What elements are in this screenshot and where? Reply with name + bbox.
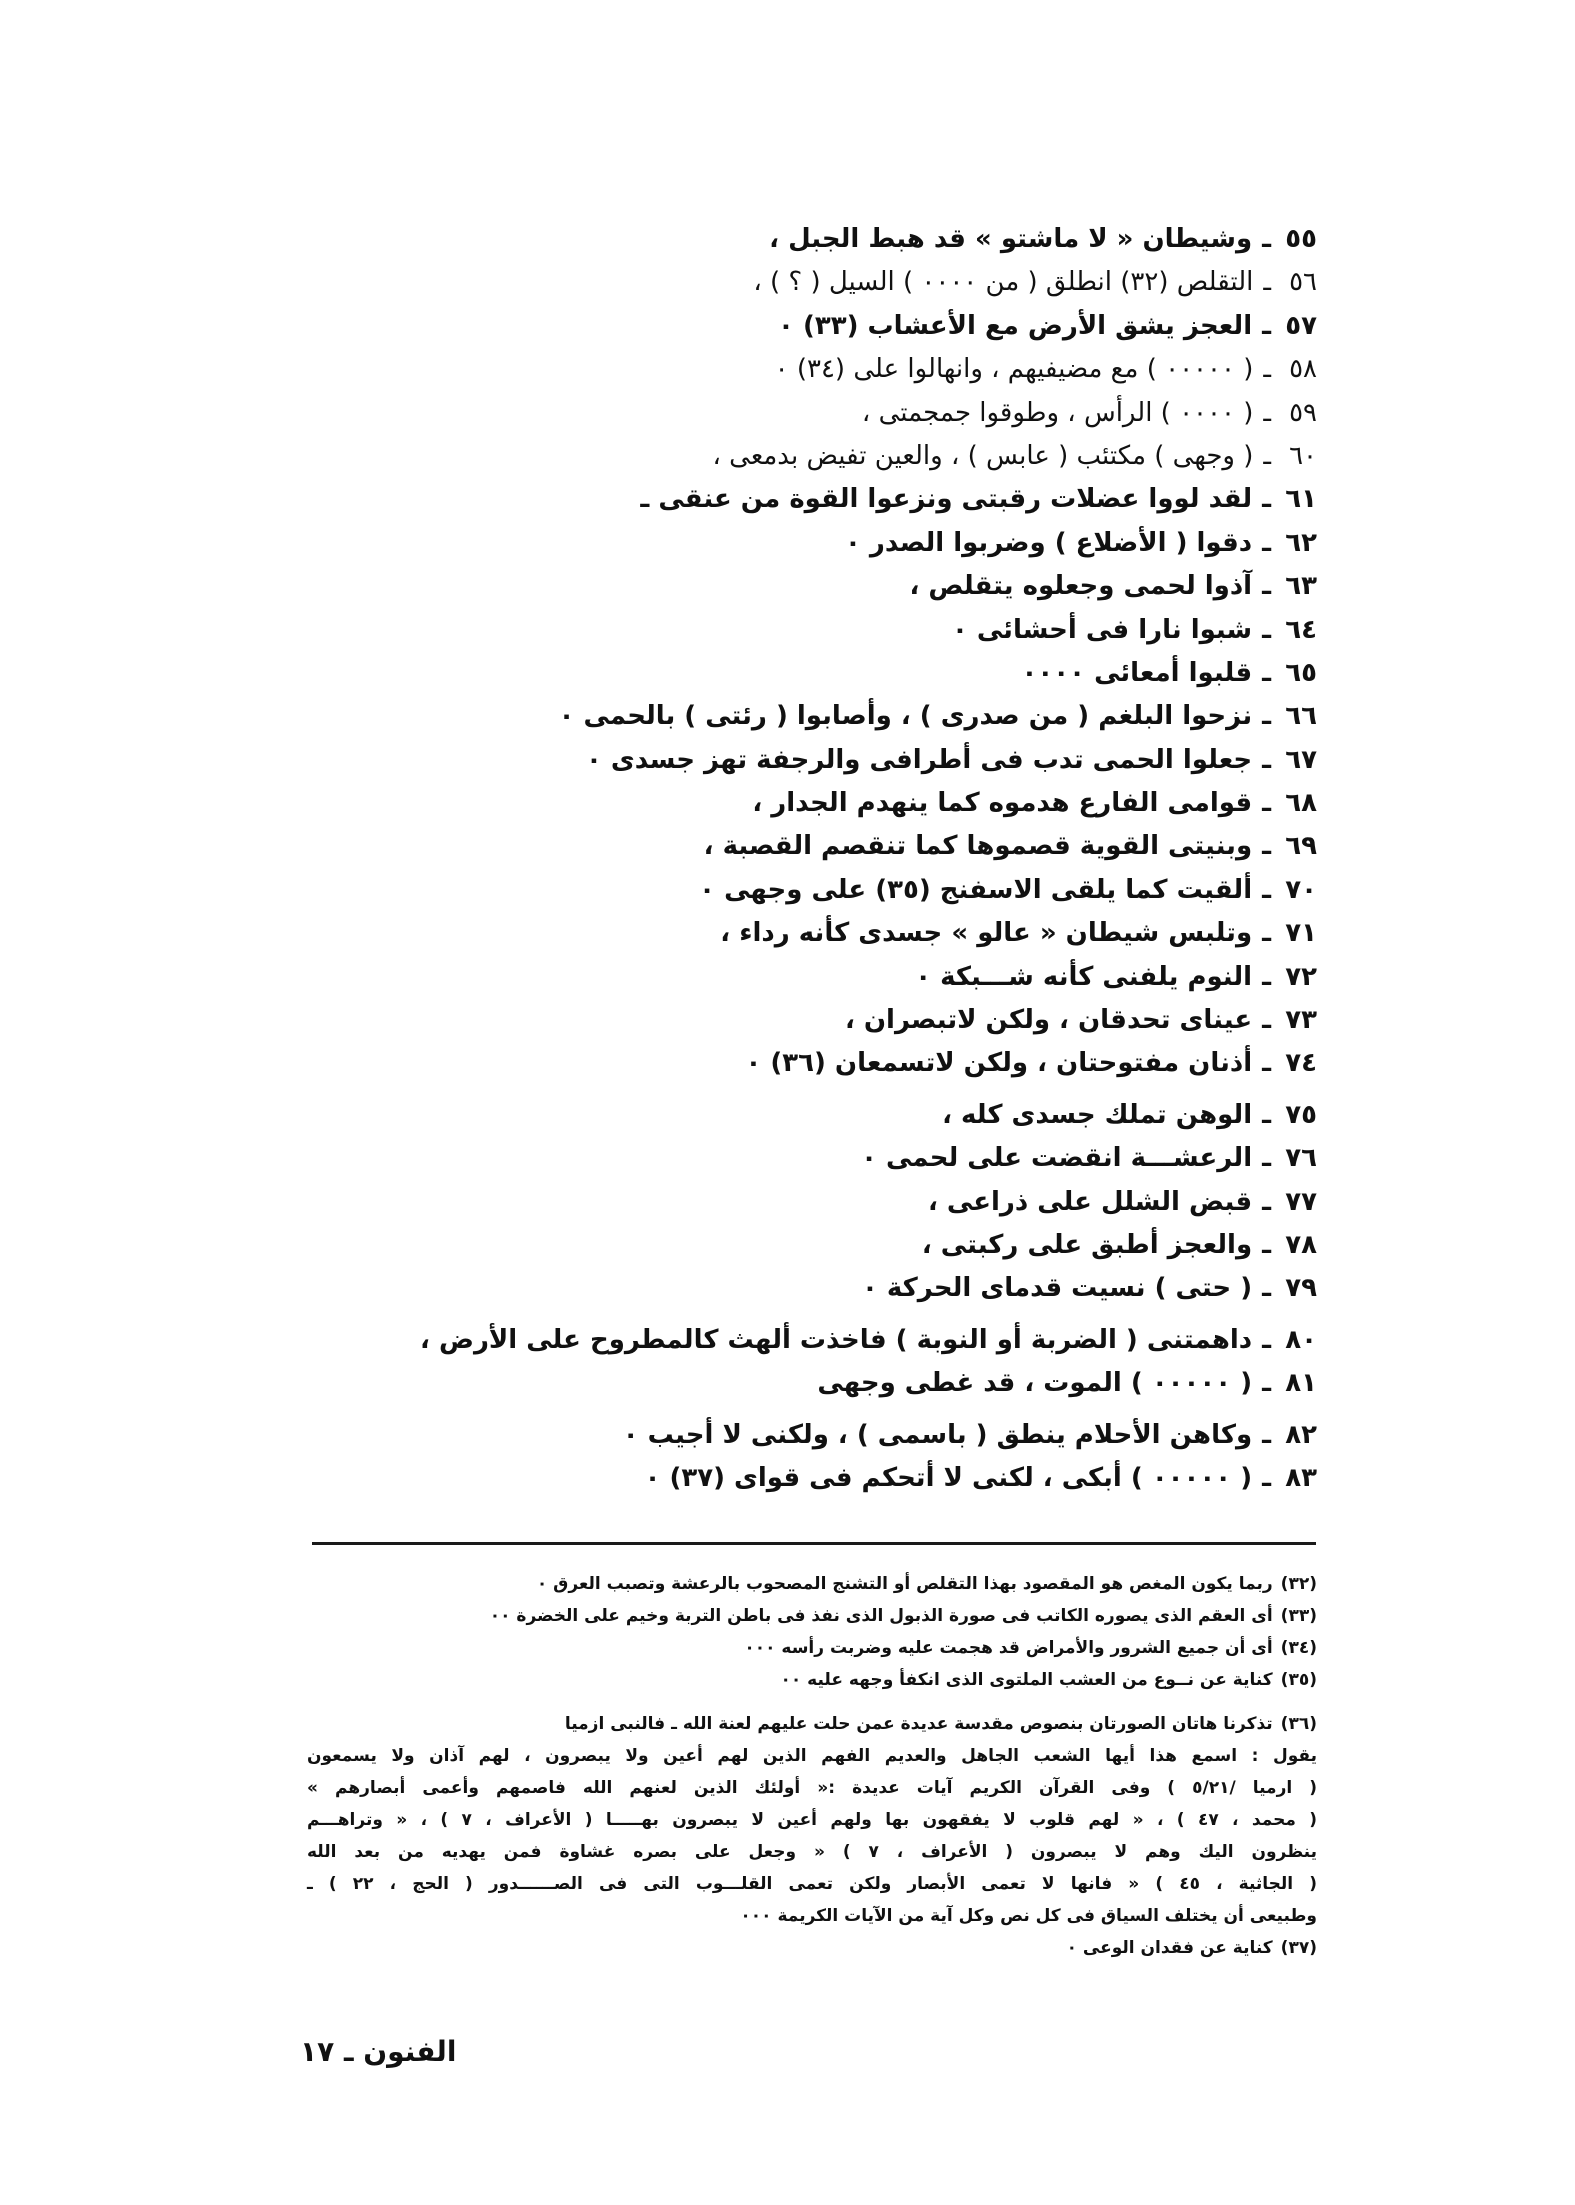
verse-dash: ـ xyxy=(1262,918,1271,949)
verse-text: وشيطان « لا ماشتو » قد هبط الجبل ، xyxy=(769,224,1253,254)
footnote-33 xyxy=(307,1600,1317,1632)
verse-dash: ـ xyxy=(1262,1229,1271,1260)
footnote-number: (٣٣) xyxy=(1280,1606,1317,1626)
verse-line xyxy=(417,912,1317,955)
footnote-number: (٣٤) xyxy=(1280,1638,1317,1658)
verse-line xyxy=(417,218,1317,261)
verse-text: وتلبس شيطان « عالو » جسدى كأنه رداء ، xyxy=(720,918,1253,949)
verse-dash: ـ xyxy=(1262,614,1271,645)
verse-text: وبنيتى القوية قصموها كما تنقصم القصبة ، xyxy=(703,831,1253,862)
verse-dash: ـ xyxy=(1262,484,1271,515)
verse-line xyxy=(417,652,1317,695)
verse-line xyxy=(417,1042,1317,1085)
verse-number: ٧٢ xyxy=(1285,961,1317,992)
verse-text: آذوا لحمى وجعلوه يتقلص ، xyxy=(909,571,1253,602)
verse-line xyxy=(417,565,1317,608)
footnote-37 xyxy=(307,1932,1317,1964)
verse-dash: ـ xyxy=(1262,224,1271,254)
verse-number: ٦٥ xyxy=(1285,657,1317,688)
verse-number: ٥٥ xyxy=(1285,224,1317,254)
verse-text: ( ٠٠٠٠٠ ) الموت ، قد غطى وجهى xyxy=(817,1368,1253,1399)
footnote-32 xyxy=(307,1568,1317,1600)
verse-text: ( حتى ) نسيت قدماى الحركة ٠ xyxy=(861,1273,1253,1304)
verse-text: شبوا نارا فى أحشائى ٠ xyxy=(951,614,1253,645)
verse-dash: ـ xyxy=(1262,874,1271,905)
verse-number: ٧٩ xyxy=(1285,1273,1317,1304)
verse-line xyxy=(417,305,1317,348)
verse-line xyxy=(417,1224,1317,1267)
verse-text: لقد لووا عضلات رقبتى ونزعوا القوة من عنقى ـ xyxy=(640,484,1253,515)
verse-dash: ـ xyxy=(1262,831,1271,862)
verse-line xyxy=(417,825,1317,868)
verse-line xyxy=(417,695,1317,738)
verse-text: قبض الشلل على ذراعى ، xyxy=(927,1186,1253,1217)
verse-text: الوهن تملك جسدى كله ، xyxy=(942,1099,1253,1130)
verse-dash: ـ xyxy=(1262,1273,1271,1304)
verse-text: دقوا ( الأضلاع ) وضربوا الصدر ٠ xyxy=(844,527,1253,558)
footnote-36-line: ( الجاثية ، ٤٥ ) « فانها لا تعمى الأبصار ولكن تعمى القلـــوب التى فى الصــــــدور ( الحج ، ٢٢ ) ـ xyxy=(307,1874,1317,1894)
verse-line xyxy=(417,1362,1317,1405)
verse-line xyxy=(417,392,1317,435)
verse-text: نزحوا البلغم ( من صدرى ) ، وأصابوا ( رئتى ) بالحمى ٠ xyxy=(558,701,1253,732)
footnotes xyxy=(307,1568,1317,1964)
footnote-34 xyxy=(307,1632,1317,1664)
verse-number: ٦٨ xyxy=(1285,788,1317,819)
verse-line xyxy=(417,261,1317,304)
verse-number: ٧٦ xyxy=(1285,1143,1317,1174)
verse-dash: ـ xyxy=(1262,1324,1271,1355)
verse-text: عيناى تحدقان ، ولكن لاتبصران ، xyxy=(844,1005,1253,1036)
verse-text: التقلص (٣٢) انطلق ( من ٠٠٠٠ ) السيل ( ؟ ) ، xyxy=(753,267,1254,298)
verse-line xyxy=(417,739,1317,782)
page-number: ١٧ xyxy=(300,2035,335,2068)
footnote-36-line: ينظرون اليك وهم لا يبصرون ( الأعراف ، ٧ ) « وجعل على بصره غشاوة فمن يهديه من بعد الله xyxy=(307,1842,1317,1862)
verse-number: ٧٧ xyxy=(1285,1186,1317,1217)
verse-dash: ـ xyxy=(1263,267,1271,298)
verse-text: جعلوا الحمى تدب فى أطرافى والرجفة تهز جسدى ٠ xyxy=(586,744,1253,775)
footnote-number: (٣٥) xyxy=(1280,1670,1317,1690)
verse-number: ٨٢ xyxy=(1285,1419,1317,1450)
verse-number: ٧٣ xyxy=(1285,1005,1317,1036)
verse-dash: ـ xyxy=(1262,1368,1271,1399)
page-footer xyxy=(300,2035,456,2068)
verse-text: العجز يشق الأرض مع الأعشاب (٣٣) ٠ xyxy=(778,310,1253,341)
journal-name: الفنون xyxy=(363,2035,457,2068)
verse-number: ٥٦ xyxy=(1289,267,1317,298)
verse-number: ٧٥ xyxy=(1285,1099,1317,1130)
verse-line xyxy=(417,1094,1317,1137)
verse-number: ٧٤ xyxy=(1285,1048,1317,1079)
footnote-text: أى أن جميع الشرور والأمراض قد هجمت عليه وضربت رأسه ٠٠٠ xyxy=(744,1638,1273,1658)
verse-number: ٧٠ xyxy=(1285,874,1317,905)
verse-line xyxy=(417,1267,1317,1310)
verse-dash: ـ xyxy=(1262,1143,1271,1174)
footnote-text: تذكرنا هاتان الصورتان بنصوص مقدسة عديدة عمن حلت عليهم لعنة الله ـ فالنبى ازميا xyxy=(564,1714,1273,1734)
footnote-35 xyxy=(307,1664,1317,1696)
verse-line xyxy=(417,999,1317,1042)
verse-text: أذنان مفتوحتان ، ولكن لاتسمعان (٣٦) ٠ xyxy=(745,1048,1253,1079)
verse-text: داهمتنى ( الضربة أو النوبة ) فاخذت ألهث كالمطروح على الأرض ، xyxy=(420,1324,1253,1355)
footnote-number: (٣٢) xyxy=(1280,1574,1317,1594)
verse-number: ٦٩ xyxy=(1285,831,1317,862)
verse-text: ( ٠٠٠٠ ) الرأس ، وطوقوا جمجمتى ، xyxy=(861,397,1254,428)
verse-number: ٨٠ xyxy=(1285,1324,1317,1355)
verse-number: ٧١ xyxy=(1285,918,1317,949)
verse-line xyxy=(417,1457,1317,1500)
verse-line xyxy=(417,609,1317,652)
verse-text: ( ٠٠٠٠٠ ) أبكى ، لكنى لا أتحكم فى قواى (٣٧) ٠ xyxy=(644,1462,1253,1493)
verse-number: ٦٣ xyxy=(1285,571,1317,602)
verse-number: ٦٦ xyxy=(1285,701,1317,732)
verse-list xyxy=(417,218,1317,1500)
verse-dash: ـ xyxy=(1262,1099,1271,1130)
footnote-number: (٣٦) xyxy=(1280,1714,1317,1734)
footnote-36 xyxy=(307,1708,1317,1740)
verse-number: ٥٩ xyxy=(1289,397,1317,428)
verse-text: قوامى الفارع هدموه كما ينهدم الجدار ، xyxy=(752,788,1253,819)
verse-number: ٦٧ xyxy=(1285,744,1317,775)
verse-dash: ـ xyxy=(1263,354,1271,385)
verse-line xyxy=(417,782,1317,825)
verse-dash: ـ xyxy=(1262,788,1271,819)
verse-text: ( وجهى ) مكتئب ( عابس ) ، والعين تفيض بدمعى ، xyxy=(712,440,1254,471)
footnote-text: كناية عن فقدان الوعى ٠ xyxy=(1066,1938,1273,1958)
verse-line xyxy=(417,478,1317,521)
verse-text: ( ٠٠٠٠٠ ) مع مضيفيهم ، وانهالوا على (٣٤) ٠ xyxy=(774,354,1254,385)
footnote-36-line: وطبيعى أن يختلف السياق فى كل نص وكل آية من الآيات الكريمة ٠٠٠ xyxy=(740,1906,1317,1926)
verse-dash: ـ xyxy=(1262,1462,1271,1493)
footer-dash: ـ xyxy=(343,2035,354,2068)
verse-line xyxy=(417,869,1317,912)
verse-line xyxy=(417,348,1317,391)
verse-line xyxy=(417,956,1317,999)
verse-dash: ـ xyxy=(1263,397,1271,428)
footnote-text: كناية عن نــوع من العشب الملتوى الذى انكفأ وجهه عليه ٠٠ xyxy=(780,1670,1273,1690)
verse-text: والعجز أطبق على ركبتى ، xyxy=(921,1229,1253,1260)
verse-number: ٦٤ xyxy=(1285,614,1317,645)
verse-dash: ـ xyxy=(1263,440,1271,471)
verse-number: ٨١ xyxy=(1285,1368,1317,1399)
verse-dash: ـ xyxy=(1262,701,1271,732)
verse-dash: ـ xyxy=(1262,1048,1271,1079)
footnote-divider xyxy=(312,1542,1316,1545)
verse-number: ٥٨ xyxy=(1289,354,1317,385)
footnote-36-line: ( محمد ، ٤٧ ) ، « لهم قلوب لا يفقهون بها ولهم أعين لا يبصرون بهـــــا ( الأعراف ، ٧ ) ، « وتراهـــم xyxy=(307,1810,1317,1830)
verse-line xyxy=(417,1137,1317,1180)
verse-text: وكاهن الأحلام ينطق ( باسمى ) ، ولكنى لا أجيب ٠ xyxy=(622,1419,1253,1450)
verse-number: ٥٧ xyxy=(1285,310,1317,341)
verse-dash: ـ xyxy=(1262,744,1271,775)
verse-dash: ـ xyxy=(1262,310,1271,341)
verse-number: ٦٠ xyxy=(1289,440,1317,471)
footnote-36-line: يقول : اسمع هذا أيها الشعب الجاهل والعديم الفهم الذين لهم أعين ولا يبصرون ، لهم آذان ولا يسمعون xyxy=(307,1746,1317,1766)
footnote-36-line: ( ارميا /٥/٢١ ) وفى القرآن الكريم آيات عديدة :« أولئك الذين لعنهم الله فاصمهم وأعمى أبصارهم » xyxy=(307,1778,1317,1798)
verse-dash: ـ xyxy=(1262,1186,1271,1217)
verse-dash: ـ xyxy=(1262,1419,1271,1450)
verse-dash: ـ xyxy=(1262,1005,1271,1036)
verse-text: ألقيت كما يلقى الاسفنج (٣٥) على وجهى ٠ xyxy=(699,874,1253,905)
verse-dash: ـ xyxy=(1262,657,1271,688)
verse-text: الرعشـــة انقضت على لحمى ٠ xyxy=(861,1143,1253,1174)
verse-line xyxy=(417,522,1317,565)
footnote-number: (٣٧) xyxy=(1280,1938,1317,1958)
verse-text: قلبوا أمعائى ٠٠٠٠ xyxy=(1021,657,1253,688)
verse-line xyxy=(417,1181,1317,1224)
verse-line xyxy=(417,435,1317,478)
verse-dash: ـ xyxy=(1262,527,1271,558)
verse-number: ٨٣ xyxy=(1285,1462,1317,1493)
verse-number: ٦١ xyxy=(1285,484,1317,515)
verse-dash: ـ xyxy=(1262,571,1271,602)
verse-text: النوم يلفنى كأنه شـــبكة ٠ xyxy=(915,961,1253,992)
footnote-text: أى العقم الذى يصوره الكاتب فى صورة الذبول الذى نفذ فى باطن التربة وخيم على الخضرة ٠٠ xyxy=(489,1606,1273,1626)
verse-line xyxy=(417,1414,1317,1457)
verse-number: ٦٢ xyxy=(1285,527,1317,558)
verse-line xyxy=(417,1319,1317,1362)
verse-number: ٧٨ xyxy=(1285,1229,1317,1260)
footnote-text: ربما يكون المغص هو المقصود بهذا التقلص أو التشنج المصحوب بالرعشة وتصبب العرق ٠ xyxy=(536,1574,1273,1594)
verse-dash: ـ xyxy=(1262,961,1271,992)
